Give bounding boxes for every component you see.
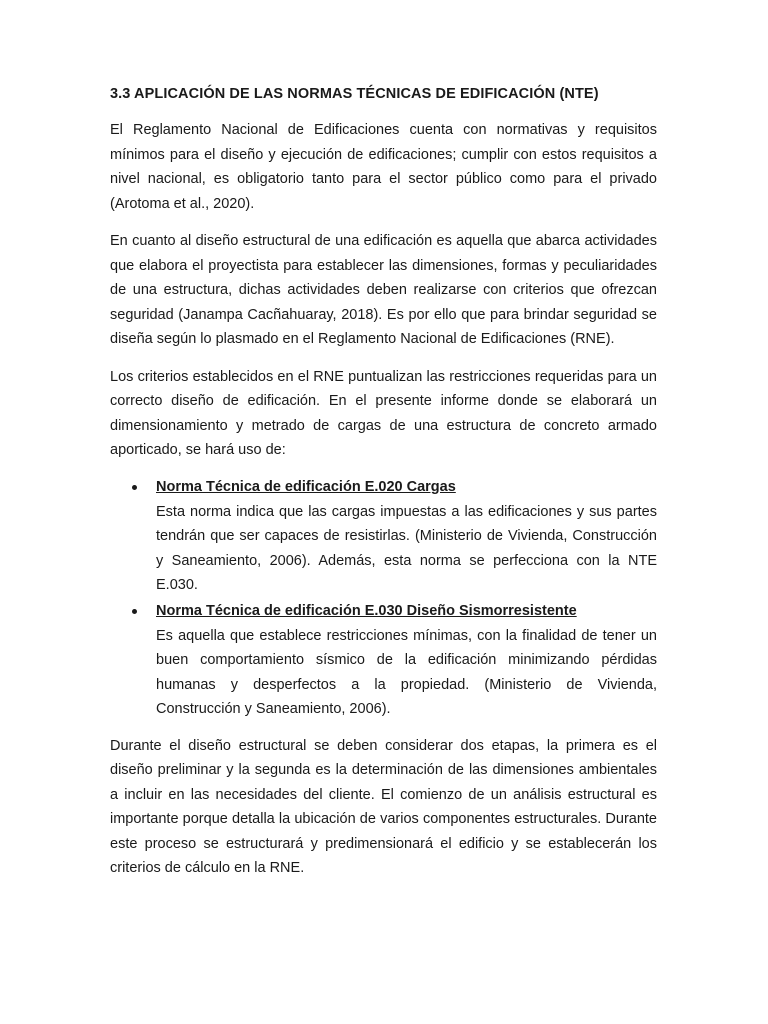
bullet-dot-icon [132,609,137,614]
bullet-item-e020 [110,476,657,598]
bullet-text-e030: Es aquella que establece restricciones mínimas, con la finalidad de tener un buen comportamiento sísmico de la edificación minimizando pérdidas humanas y desperfectos a la propiedad. (Ministerio de Vivienda, Construcción y Saneamiento, 2006). [156,627,657,717]
bullet-dot-icon [132,485,137,490]
paragraph-closing: Durante el diseño estructural se deben considerar dos etapas, la primera es el diseño preliminar y la segunda es la determinación de las dimensiones ambientales a incluir en las necesidades del cliente. El comienzo de un análisis estructural es importante porque detalla la ubicación de varios componentes estructurales. Durante este proceso se estructurará y predimensionará el edificio y se establecerán los criterios de cálculo en la RNE. [110,737,657,876]
section-heading: 3.3 APLICACIÓN DE LAS NORMAS TÉCNICAS DE EDIFICACIÓN (NTE) [110,86,599,102]
bullet-item-e030 [110,600,657,722]
paragraph-intro: El Reglamento Nacional de Edificaciones cuenta con normativas y requisitos mínimos para el diseño y ejecución de edificaciones; cumplir con estos requisitos a nivel nacional, es obligatorio tanto para el sector público como para el privado (Arotoma et al., 2020). [110,122,657,212]
norms-bullet-list [110,476,657,722]
bullet-text-e020: Esta norma indica que las cargas impuestas a las edificaciones y sus partes tendrán que ser capaces de resistirlas. (Ministerio de Vivienda, Construcción y Saneamiento, 2006). Además, esta norma se perfecciona con la NTE E.030. [156,503,657,593]
document-page [110,84,657,894]
paragraph-criteria: Los criterios establecidos en el RNE puntualizan las restricciones requeridas para un correcto diseño de edificación. En el presente informe donde se elaborará un dimensionamiento y metrado de cargas de una estructura de concreto armado aporticado, se hará uso de: [110,368,657,458]
bullet-title-e030: Norma Técnica de edificación E.030 Diseño Sismorresistente [156,602,577,619]
paragraph-structural-design: En cuanto al diseño estructural de una edificación es aquella que abarca actividades que elabora el proyectista para establecer las dimensiones, formas y peculiaridades de una estructura, dichas actividades deben realizarse con criterios que ofrezcan seguridad (Janampa Cacñahuaray, 2018). Es por ello que para brindar seguridad se diseña según lo plasmado en el Reglamento Nacional de Edificaciones (RNE). [110,233,657,347]
bullet-title-e020: Norma Técnica de edificación E.020 Cargas [156,478,456,495]
